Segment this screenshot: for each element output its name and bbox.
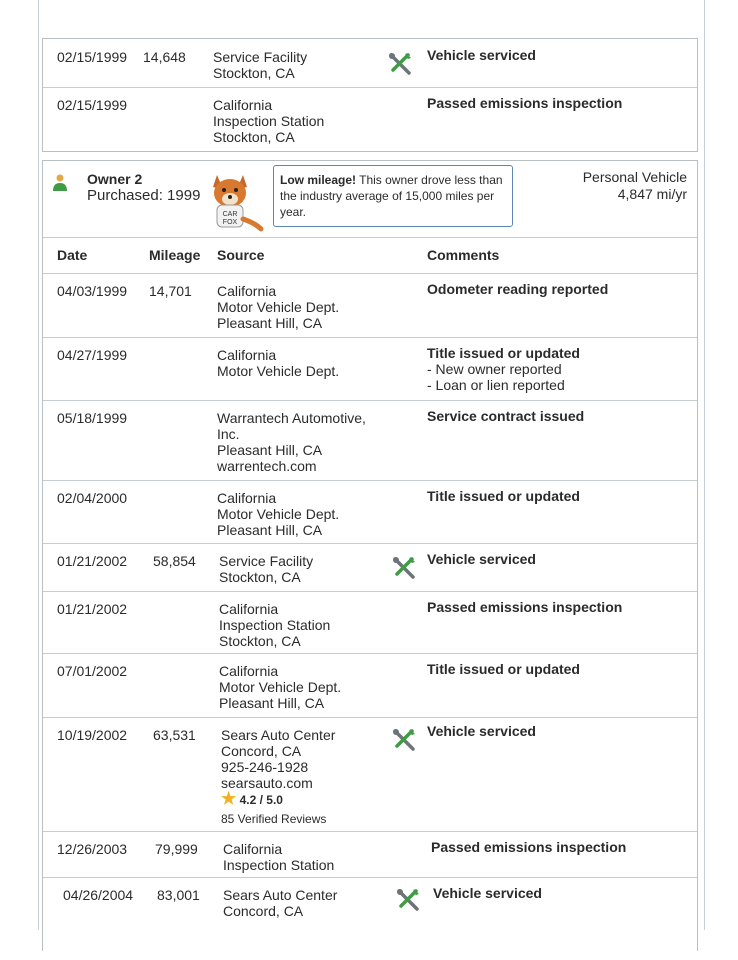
row-mileage: 83,001 [157, 887, 200, 903]
row-date: 04/27/1999 [57, 347, 128, 363]
row-comment: Passed emissions inspection [427, 599, 623, 615]
table-row [43, 591, 697, 654]
miles-per-year: 4,847 mi/yr [617, 186, 687, 202]
row-date: 01/21/2002 [57, 553, 128, 569]
header-mileage: Mileage [149, 247, 201, 263]
row-date: 02/15/1999 [57, 97, 128, 113]
row-source: Service Facility Stockton, CA [219, 553, 314, 585]
row-date: 02/04/2000 [57, 490, 128, 506]
row-date: 04/26/2004 [63, 887, 134, 903]
row-comment: Odometer reading reported [427, 281, 609, 297]
star-icon: ★ [221, 789, 237, 808]
row-mileage: 79,999 [155, 841, 198, 857]
table-row [43, 653, 697, 718]
table-row [43, 717, 697, 832]
table-row [43, 337, 697, 401]
table-row [43, 480, 697, 544]
row-date: 10/19/2002 [57, 727, 128, 743]
row-source: California Motor Vehicle Dept. Pleasant Hill, CA [219, 663, 342, 711]
row-comment: Title issued or updated [427, 661, 580, 677]
row-mileage: 14,648 [143, 49, 186, 65]
owner-label: Owner 2 [87, 171, 143, 187]
wrench-icon [391, 727, 417, 753]
svg-text:FOX: FOX [222, 219, 238, 226]
svg-text:CAR: CAR [222, 211, 238, 218]
row-mileage: 58,854 [153, 553, 196, 569]
row-date: 02/15/1999 [57, 49, 128, 65]
row-source: Service Facility Stockton, CA [213, 49, 308, 81]
row-source: California Inspection Station [223, 841, 335, 873]
carfox-mascot-icon [199, 167, 265, 233]
row-date: 05/18/1999 [57, 410, 128, 426]
table-row [43, 273, 697, 338]
row-comment: Title issued or updated - New owner reported - Loan or lien reported [427, 345, 580, 393]
wrench-icon [391, 555, 417, 581]
row-comment: Service contract issued [427, 408, 585, 424]
review-count[interactable]: 85 Verified Reviews [221, 812, 327, 826]
row-mileage: 63,531 [153, 727, 196, 743]
vehicle-type: Personal Vehicle [582, 169, 687, 185]
table-header [43, 237, 697, 274]
row-comment: Vehicle serviced [427, 723, 536, 739]
row-mileage: 14,701 [149, 283, 192, 299]
row-comment: Title issued or updated [427, 488, 580, 504]
owner2-records-box [42, 160, 698, 951]
table-row [43, 877, 697, 951]
row-source: California Motor Vehicle Dept. [217, 347, 340, 379]
row-source: Sears Auto Center Concord, CA 925-246-1928 searsauto.com [221, 727, 336, 791]
row-source: California Inspection Station Stockton, CA [219, 601, 331, 649]
table-row [43, 400, 697, 481]
row-source: California Motor Vehicle Dept. Pleasant Hill, CA [217, 283, 340, 331]
table-row [43, 87, 697, 151]
wrench-icon [387, 51, 413, 77]
header-date: Date [57, 247, 88, 263]
row-comment: Passed emissions inspection [427, 95, 623, 111]
rating: ★ 4.2 / 5.0 [221, 789, 283, 808]
left-margin-line [38, 0, 39, 930]
wrench-icon [395, 887, 421, 913]
row-source: California Motor Vehicle Dept. Pleasant Hill, CA [217, 490, 340, 538]
row-comment: Vehicle serviced [427, 47, 536, 63]
header-source: Source [217, 247, 265, 263]
row-date: 04/03/1999 [57, 283, 128, 299]
table-row [43, 543, 697, 592]
row-date: 12/26/2003 [57, 841, 128, 857]
row-source: California Inspection Station Stockton, CA [213, 97, 325, 145]
row-source: Warrantech Automotive, Inc. Pleasant Hill, CA warrentech.com [217, 410, 366, 474]
right-margin-line [704, 0, 705, 930]
header-comments: Comments [427, 247, 500, 263]
owner1-records-box [42, 38, 698, 152]
low-mileage-callout: Low mileage! This owner drove less than the industry average of 15,000 miles per year. [273, 165, 513, 227]
row-source: Sears Auto Center Concord, CA [223, 887, 338, 919]
row-comment: Vehicle serviced [433, 885, 542, 901]
owner-purchased: Purchased: 1999 [87, 187, 201, 204]
row-date: 07/01/2002 [57, 663, 128, 679]
owner-header [43, 161, 697, 238]
table-row [43, 831, 697, 878]
row-date: 01/21/2002 [57, 601, 128, 617]
table-row [43, 39, 697, 88]
row-comment: Vehicle serviced [427, 551, 536, 567]
person-icon [53, 173, 67, 191]
row-comment: Passed emissions inspection [431, 839, 627, 855]
